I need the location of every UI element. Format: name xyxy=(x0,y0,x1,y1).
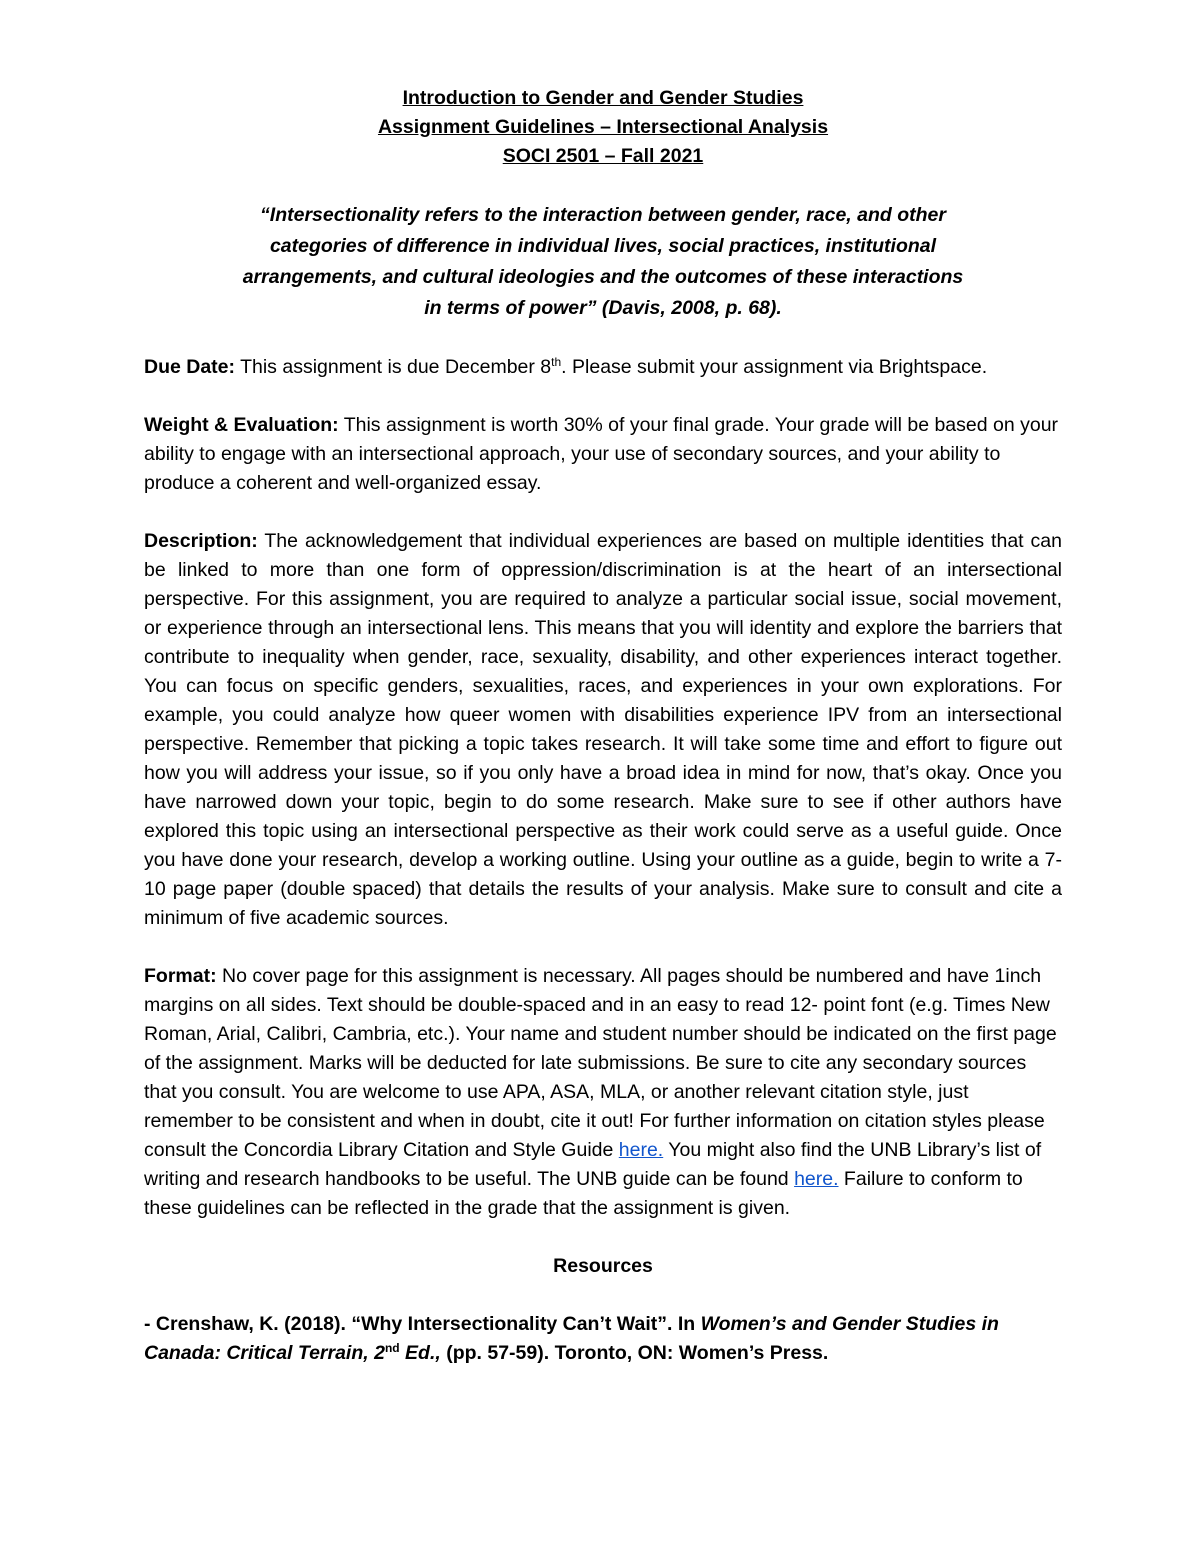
concordia-guide-link[interactable]: here. xyxy=(618,1139,664,1161)
document-page xyxy=(144,84,1062,1368)
reference-book-title: Women’s and Gender Studies in Canada: Critical Terrain, 2 xyxy=(144,1313,999,1364)
format-text-part3: Failure to conform to these guidelines can be reflected in the grade that the assignment is given. xyxy=(144,1168,1023,1219)
description-label: Description: xyxy=(144,530,258,552)
unb-guide-link[interactable]: here. xyxy=(794,1168,839,1190)
format-label: Format: xyxy=(144,965,217,987)
resources-heading: Resources xyxy=(553,1255,653,1277)
title-block xyxy=(144,84,1062,171)
reference-prefix: - Crenshaw, K. (2018). “Why Intersectionality Can’t Wait”. In xyxy=(144,1313,701,1335)
epigraph-quote xyxy=(144,200,1062,324)
due-date-label: Due Date: xyxy=(144,356,236,378)
weight-text: This assignment is worth 30% of your final grade. Your grade will be based on your ability to engage with an intersectional approach, your use of secondary sources, and your ability to produce a coherent and well-organized essay. xyxy=(144,414,1059,494)
course-code-term: SOCI 2501 – Fall 2021 xyxy=(502,145,704,167)
reference-suffix: (pp. 57-59). Toronto, ON: Women’s Press. xyxy=(440,1342,829,1364)
format-text-part1: No cover page for this assignment is necessary. All pages should be numbered and have 1inch margins on all sides. Text should be double-spaced and in an easy to read 12- point font (e.g. Times New Roman, Arial, Calibri, Cambria, etc.). Your name and student number should be indicated on the first page of the assignment. Marks will be deducted for late submissions. Be sure to cite any secondary sources that you consult. You are welcome to use APA, ASA, MLA, or another relevant citation style, just remember to be consistent and when in doubt, cite it out! For further information on citation styles please consult the Concordia Library Citation and Style Guide xyxy=(144,965,1057,1161)
reference-superscript: nd xyxy=(384,1341,400,1355)
course-title: Introduction to Gender and Gender Studies xyxy=(402,87,804,109)
reference-edition: Ed., xyxy=(399,1342,441,1364)
due-date-text-after: . Please submit your assignment via Brightspace. xyxy=(561,356,988,378)
quote-line: in terms of power” (Davis, 2008, p. 68). xyxy=(424,297,782,319)
weight-paragraph xyxy=(144,411,1062,498)
format-text-part2: You might also find the UNB Library’s list of writing and research handbooks to be useful. The UNB guide can be found xyxy=(144,1139,1042,1190)
due-date-superscript: th xyxy=(551,355,562,369)
description-paragraph xyxy=(144,527,1062,933)
weight-label: Weight & Evaluation: xyxy=(144,414,339,436)
description-text: The acknowledgement that individual experiences are based on multiple identities that can be linked to more than one form of oppression/discrimination is at the heart of an intersectional perspective. For this assignment, you are required to analyze a particular social issue, social movement, or experience through an intersectional lens. This means that you will identity and explore the barriers that contribute to inequality when gender, race, sexuality, disability, and other experiences interact together. You can focus on specific genders, sexualities, races, and experiences in your own explorations. For example, you could analyze how queer women with disabilities experience IPV from an intersectional perspective. Remember that picking a topic takes research. It will take some time and effort to figure out how you will address your issue, so if you only have a broad idea in mind for now, that’s okay. Once you have narrowed down your topic, begin to do some research. Make sure to see if other authors have explored this topic using an intersectional perspective as their work could serve as a useful guide. Once you have done your research, develop a working outline. Using your outline as a guide, begin to write a 7-10 page paper (double spaced) that details the results of your analysis. Make sure to consult and cite a minimum of five academic sources. xyxy=(144,530,1062,929)
quote-line: “Intersectionality refers to the interaction between gender, race, and other xyxy=(260,204,946,226)
reference-entry xyxy=(144,1310,1062,1368)
format-paragraph xyxy=(144,962,1062,1223)
quote-line: categories of difference in individual lives, social practices, institutional xyxy=(269,235,937,257)
due-date-text: This assignment is due December 8 xyxy=(235,356,552,378)
due-date-paragraph xyxy=(144,353,1062,382)
quote-line: arrangements, and cultural ideologies and the outcomes of these interactions xyxy=(242,266,964,288)
assignment-title: Assignment Guidelines – Intersectional Analysis xyxy=(377,116,829,138)
